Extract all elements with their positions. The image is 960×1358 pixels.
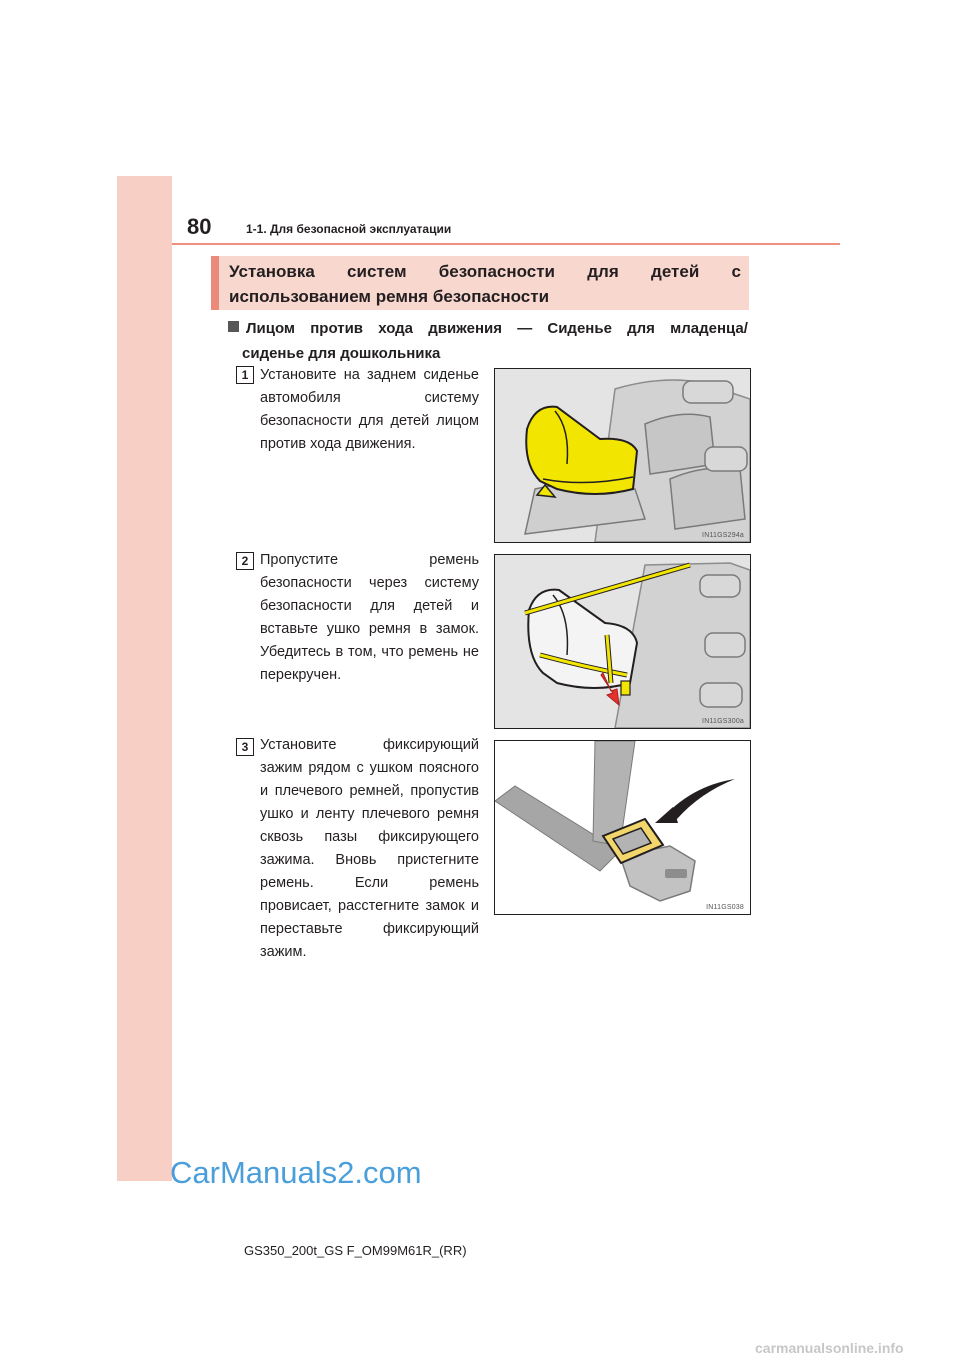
figure-code: IN11GS294a — [702, 532, 744, 539]
header-rule — [172, 243, 840, 245]
section-heading-bar — [211, 256, 219, 310]
step-text: Пропустите ремень безопасности через систему безопасности для детей и вставьте ушко ремня в замок. Убедитесь в том, что ремень не перекручен. — [260, 552, 479, 683]
step-number-badge: 2 — [236, 552, 254, 570]
figure-locking-clip — [494, 740, 751, 915]
subheading-word: Сиденье — [547, 320, 612, 337]
subheading-first — [228, 316, 295, 341]
subheading-word: для — [627, 320, 655, 337]
step-text: Установите фиксирующий зажим рядом с ушком поясного и плечевого ремней, пропустив ушко и ленту плечевого ремня сквозь пазы фиксирующего зажима. Вновь пристегните ремень. Если ремень провисает, расстегните замок и переставьте фиксирующий зажим. — [260, 737, 479, 960]
page-number: 80 — [187, 214, 212, 239]
rear-seat-illustration — [495, 369, 750, 542]
subheading-line-1 — [228, 316, 748, 341]
step-number-badge: 1 — [236, 366, 254, 384]
subheading-line-2: сиденье для дошкольника — [242, 345, 441, 362]
footer-model-code: GS350_200t_GS F_OM99M61R_(RR) — [244, 1243, 467, 1258]
footer-site-watermark: carmanualsonline.info — [755, 1340, 904, 1356]
locking-clip-illustration — [495, 741, 750, 914]
subheading-word: Лицом — [246, 320, 296, 337]
subheading-word: движения — [428, 320, 502, 337]
figure-code: IN11GS038 — [706, 904, 744, 911]
figure-code: IN11GS300a — [702, 718, 744, 725]
section-heading-box — [211, 256, 749, 310]
watermark-carmanuals2: CarManuals2.com — [170, 1155, 422, 1190]
chapter-sidebar-tab — [117, 176, 172, 1181]
belt-routing-illustration — [495, 555, 750, 728]
step-text: Установите на заднем сиденье автомобиля систему безопасности для детей лицом против хода движения. — [260, 367, 479, 452]
chapter-title: 1-1. Для безопасной эксплуатации — [246, 222, 452, 236]
subheading — [228, 316, 748, 366]
subheading-word: против — [310, 320, 364, 337]
figure-rear-facing-infant-seat — [494, 368, 751, 543]
subheading-word: младенца/ — [670, 320, 748, 337]
figure-belt-through-child-seat — [494, 554, 751, 729]
subheading-word: хода — [378, 320, 414, 337]
square-bullet-icon — [228, 321, 239, 332]
section-title: Установка систем безопасности для детей с использованием ремня безопасности — [229, 262, 741, 306]
step-number-badge: 3 — [236, 738, 254, 756]
subheading-dash: — — [517, 320, 533, 337]
